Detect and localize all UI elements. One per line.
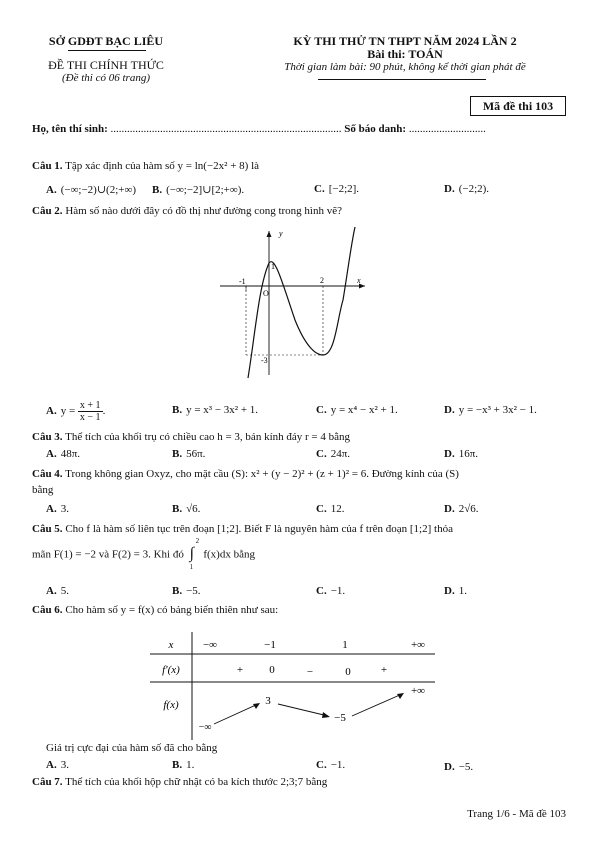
q1-option-d[interactable]: D. (−2;2).: [444, 183, 490, 195]
integral-upper: 2: [195, 537, 200, 545]
row-label-f: f(x): [163, 699, 179, 711]
y-axis-arrow: [267, 231, 272, 237]
q5-text: Cho f là hàm số liên tục trên đoạn [1;2]. Biết F là nguyên hàm của f trên đoạn [1;2] thỏa: [65, 523, 453, 535]
arrow-down-head: [322, 712, 330, 718]
q4-option-b[interactable]: B. √6.: [172, 503, 201, 515]
q4-option-a[interactable]: A. 3.: [46, 503, 69, 515]
q4-b-text: √6.: [186, 503, 201, 515]
q2-a-fraction: [78, 400, 103, 423]
q5-option-b[interactable]: B. −5.: [172, 585, 201, 597]
x-neg-inf: −∞: [202, 639, 218, 651]
arrow-up-2: [352, 694, 402, 716]
q1-option-b[interactable]: B. (−∞;−2]∪[2;+∞).: [152, 184, 245, 196]
q1-b-text: (−∞;−2]∪[2;+∞).: [166, 184, 245, 196]
q7-number: Câu 7.: [32, 776, 63, 788]
exam-time: Thời gian làm bài: 90 phút, không kể thời gian phát đề: [284, 61, 526, 73]
q5-number: Câu 5.: [32, 523, 63, 535]
q5-c-text: −1.: [330, 585, 346, 597]
q2-graph: [215, 225, 375, 385]
q5-text2-b: f(x)dx bằng: [203, 548, 255, 561]
zero-1: 0: [269, 664, 275, 676]
row-label-fprime: f′(x): [162, 664, 180, 676]
q6-option-c[interactable]: C. −1.: [316, 759, 346, 771]
q6-c-text: −1.: [330, 759, 346, 771]
q3-option-d[interactable]: D. 16π.: [444, 448, 479, 460]
q2-d-text: y = −x³ + 3x² − 1.: [458, 404, 537, 416]
q3-option-a[interactable]: A. 48π.: [46, 448, 81, 460]
q6-number: Câu 6.: [32, 604, 63, 616]
tick-label-minus1: -1: [239, 277, 246, 286]
q2-a-numerator: x + 1: [79, 400, 101, 411]
q2-a-pre: y =: [60, 405, 76, 418]
tick-label-minus3: -3: [261, 356, 268, 365]
sign-3: +: [380, 664, 388, 676]
sign-2: −: [306, 666, 314, 678]
q4-d-text: 2√6.: [458, 503, 479, 515]
q6-a-text: 3.: [60, 759, 69, 771]
name-label: Họ, tên thí sinh:: [32, 123, 108, 135]
x-minus-1: −1: [264, 639, 276, 651]
tick-label-1: 1: [271, 262, 275, 271]
page-footer: Trang 1/6 - Mã đề 103: [467, 808, 566, 820]
f-neg-inf: −∞: [198, 722, 212, 733]
q3-text: Thể tích của khối trụ có chiều cao h = 3, bán kính đáy r = 4 bằng: [65, 431, 351, 443]
x-pos-inf: +∞: [410, 639, 426, 651]
question-2: [32, 205, 342, 217]
q6-b-text: 1.: [186, 759, 195, 771]
q6-option-a[interactable]: A. 3.: [46, 759, 69, 771]
exam-code-box: Mã đề thi 103: [470, 96, 566, 116]
q2-a-denominator: x − 1: [79, 412, 101, 423]
y-label: y: [279, 229, 283, 238]
question-4: [32, 468, 459, 480]
tick-label-2: 2: [320, 276, 324, 285]
q4-number: Câu 4.: [32, 468, 63, 480]
variation-table: [150, 632, 440, 742]
arrow-down: [278, 704, 328, 716]
q5-b-text: −5.: [186, 585, 201, 597]
zero-2: 0: [345, 666, 351, 678]
q3-option-c[interactable]: C. 24π.: [316, 448, 351, 460]
q2-c-text: y = x⁴ − x² + 1.: [330, 404, 398, 416]
q1-number: Câu 1.: [32, 160, 63, 172]
question-1: [32, 160, 259, 172]
question-6: [32, 604, 278, 616]
row-label-x: x: [168, 639, 174, 651]
x-1: 1: [342, 639, 348, 651]
q2-a-post: .: [102, 405, 106, 418]
q1-c-text: [−2;2].: [328, 183, 360, 195]
q1-option-c[interactable]: C. [−2;2].: [314, 183, 360, 195]
dept-name: SỞ GDĐT BẠC LIÊU: [48, 34, 164, 48]
subject: Bài thi: TOÁN: [367, 47, 443, 61]
q5-option-d[interactable]: D. 1.: [444, 585, 467, 597]
q2-option-d[interactable]: D. y = −x³ + 3x² − 1.: [444, 404, 537, 416]
q7-text: Thể tích của khối hộp chữ nhật có ba kích thước 2;3;7 bằng: [65, 776, 328, 788]
q5-continuation: [32, 537, 255, 571]
question-3: [32, 431, 350, 443]
q3-d-text: 16π.: [458, 448, 479, 460]
q2-b-text: y = x³ − 3x² + 1.: [186, 404, 259, 416]
q4-option-d[interactable]: D. 2√6.: [444, 503, 479, 515]
integral-sign: ∫ 2 1: [189, 537, 200, 571]
q2-text: Hàm số nào dưới đây có đồ thị như đường cong trong hình vẽ?: [65, 205, 342, 217]
q5-option-a[interactable]: A. 5.: [46, 585, 69, 597]
q1-text: Tập xác định của hàm số y = ln(−2x² + 8) là: [65, 160, 260, 172]
sign-1: +: [236, 664, 244, 676]
q3-c-text: 24π.: [330, 448, 351, 460]
x-label: x: [357, 276, 361, 285]
q3-option-b[interactable]: B. 56π.: [172, 448, 206, 460]
arrow-up-1: [214, 704, 258, 724]
q4-a-text: 3.: [60, 503, 69, 515]
exam-title: KỲ THI THỬ TN THPT NĂM 2024 LẦN 2: [293, 34, 517, 48]
q3-number: Câu 3.: [32, 431, 63, 443]
q1-option-a[interactable]: A. (−∞;−2)∪(2;+∞): [46, 184, 136, 196]
q5-option-c[interactable]: C. −1.: [316, 585, 346, 597]
official-label: ĐỀ THI CHÍNH THỨC: [48, 58, 164, 72]
q1-d-text: (−2;2).: [458, 183, 490, 195]
q1-a-text: (−∞;−2)∪(2;+∞): [60, 184, 136, 196]
f-pos-inf: +∞: [410, 685, 426, 697]
student-info: [32, 123, 486, 135]
q4-text: Trong không gian Oxyz, cho mặt cầu (S): x² + (y − 2)² + (z + 1)² = 6. Đường kính của (S): [65, 468, 459, 480]
q5-text2-a: mãn F(1) = −2 và F(2) = 3. Khi đó: [32, 548, 184, 561]
title-underline: [318, 79, 486, 80]
f-max-3: 3: [265, 695, 271, 707]
f-min-minus5: −5: [334, 712, 346, 724]
dept-underline: [68, 50, 146, 51]
q3-b-text: 56π.: [186, 448, 206, 460]
q6-text: Cho hàm số y = f(x) có bảng biến thiên như sau:: [65, 604, 279, 616]
q4-c-text: 12.: [330, 503, 345, 515]
q6-d-text: −5.: [458, 761, 474, 773]
q4-option-c[interactable]: C. 12.: [316, 503, 345, 515]
q6-continuation: Giá trị cực đại của hàm số đã cho bằng: [46, 742, 218, 754]
sbd-field[interactable]: ............................: [408, 123, 486, 135]
name-field[interactable]: ....................................................................................: [110, 123, 342, 135]
q6-option-d[interactable]: D. −5.: [444, 761, 474, 773]
integral-lower: 1: [189, 563, 194, 571]
origin-label: O: [263, 289, 269, 298]
q4-continuation: bằng: [32, 484, 54, 496]
q5-a-text: 5.: [60, 585, 69, 597]
q6-option-b[interactable]: B. 1.: [172, 759, 195, 771]
sbd-label: Số báo danh:: [344, 123, 407, 135]
question-7: [32, 776, 327, 788]
question-5: [32, 523, 453, 535]
q3-a-text: 48π.: [60, 448, 81, 460]
pages-note: (Đề thi có 06 trang): [62, 72, 150, 84]
q2-option-a[interactable]: A. y = $\frac{x + 1}{x - 1}$ .: [46, 400, 106, 423]
q2-number: Câu 2.: [32, 205, 63, 217]
q2-option-b[interactable]: B. y = x³ − 3x² + 1.: [172, 404, 259, 416]
q2-option-c[interactable]: C. y = x⁴ − x² + 1.: [316, 404, 398, 416]
q5-d-text: 1.: [458, 585, 467, 597]
